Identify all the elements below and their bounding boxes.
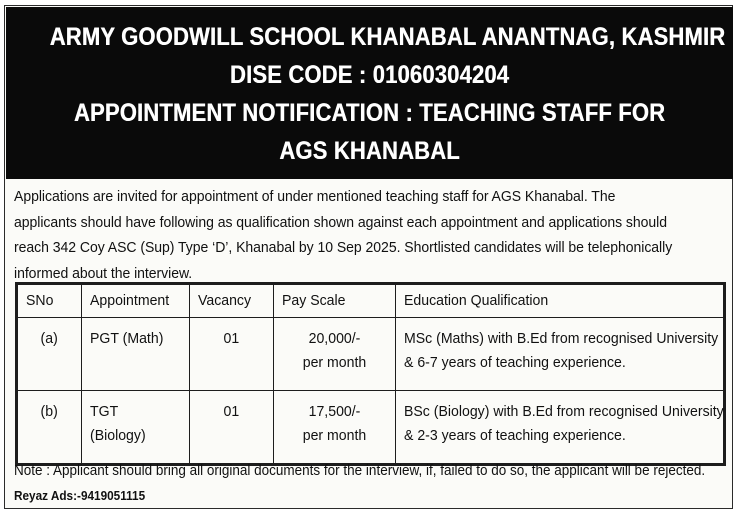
column-header-vacancy xyxy=(190,285,274,318)
cell-appointment xyxy=(82,391,190,464)
cell-appointment-line-1: TGT xyxy=(90,403,119,420)
cell-vacancy-value: 01 xyxy=(223,330,240,347)
table-row xyxy=(18,318,724,391)
cell-pay-scale xyxy=(274,318,396,391)
advertiser-credit: Reyaz Ads:-9419051115 xyxy=(14,488,146,503)
banner-line-school-short-name: AGS KHANABAL xyxy=(279,137,460,165)
table-header-row xyxy=(18,285,724,318)
cell-pay-scale-line-1: 20,000/- xyxy=(308,330,361,347)
cell-qualification-line-2: & 6-7 years of teaching experience. xyxy=(404,354,626,371)
intro-paragraph: Applications are invited for appointment of under mentioned teaching staff for AGS Khanabal. The applicants should have following as qualification shown against each appointment and applications should reach 342 Coy ASC (Sup) Type ‘D’, Khanabal by 10 Sep 2025. Shortlisted candidates will be telephonically informed about the interview. xyxy=(14,188,673,282)
cell-appointment-line-2: (Biology) xyxy=(90,427,146,444)
vacancy-table-wrapper xyxy=(15,282,726,466)
cell-vacancy xyxy=(190,318,274,391)
banner-line-school-name: ARMY GOODWILL SCHOOL KHANABAL ANANTNAG, KASHMIR xyxy=(49,23,726,51)
column-header-vacancy-label: Vacancy xyxy=(198,292,252,309)
cell-sno-value: (b) xyxy=(40,403,59,420)
column-header-pay-scale xyxy=(274,285,396,318)
banner-line-dise-code: DISE CODE : 01060304204 xyxy=(229,61,510,89)
cell-qualification xyxy=(396,391,724,464)
column-header-pay-scale-label: Pay Scale xyxy=(282,292,346,309)
column-header-education-qualification xyxy=(396,285,724,318)
cell-appointment xyxy=(82,318,190,391)
cell-appointment-line-1: PGT (Math) xyxy=(90,330,164,347)
column-header-education-qualification-label: Education Qualification xyxy=(404,292,549,309)
cell-vacancy-value: 01 xyxy=(223,403,240,420)
cell-qualification-line-1: MSc (Maths) with B.Ed from recognised University xyxy=(404,330,719,347)
cell-qualification-line-2: & 2-3 years of teaching experience. xyxy=(404,427,626,444)
notice-card xyxy=(4,5,733,509)
vacancy-table xyxy=(17,284,724,464)
banner-line-notification-title: APPOINTMENT NOTIFICATION : TEACHING STAFF FOR xyxy=(73,99,666,127)
cell-pay-scale-line-1: 17,500/- xyxy=(308,403,361,420)
cell-sno-value: (a) xyxy=(40,330,59,347)
cell-sno xyxy=(18,391,82,464)
cell-qualification xyxy=(396,318,724,391)
table-row xyxy=(18,391,724,464)
cell-pay-scale-line-2: per month xyxy=(302,354,367,371)
column-header-sno-label: SNo xyxy=(26,292,54,309)
cell-qualification-line-1: BSc (Biology) with B.Ed from recognised University xyxy=(404,403,724,420)
cell-pay-scale xyxy=(274,391,396,464)
header-banner xyxy=(6,7,733,179)
column-header-appointment-label: Appointment xyxy=(90,292,170,309)
column-header-appointment xyxy=(82,285,190,318)
column-header-sno xyxy=(18,285,82,318)
cell-pay-scale-line-2: per month xyxy=(302,427,367,444)
cell-vacancy xyxy=(190,391,274,464)
footer-note: Note : Applicant should bring all original documents for the interview, if, failed to do so, the applicant will be rejected. xyxy=(14,463,706,479)
cell-sno xyxy=(18,318,82,391)
